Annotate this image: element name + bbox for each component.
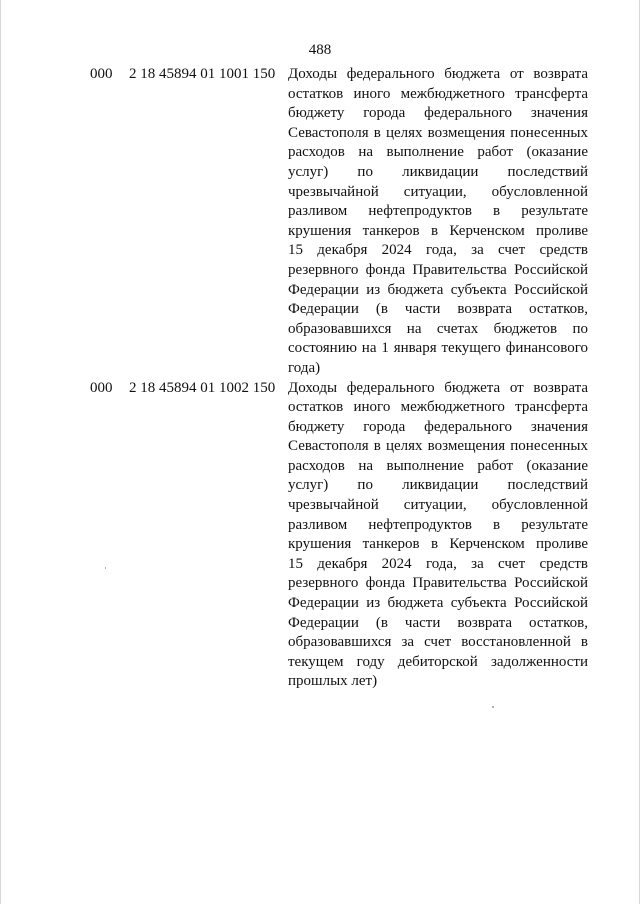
description-line: крушения танкеров в Керченском проливе	[288, 222, 588, 239]
description-line: услуг) по ликвидации последствий	[288, 477, 588, 494]
description-line: Федерации (в части возврата остатков,	[288, 614, 588, 631]
description-line: образовавшихся за счет восстановленной в	[288, 634, 588, 651]
description-line: чрезвычайной ситуации, обусловленной	[288, 183, 588, 200]
description-line: состоянию на 1 января текущего финансового	[288, 340, 588, 357]
description-line: бюджету города федерального значения	[288, 105, 588, 122]
description-line: чрезвычайной ситуации, обусловленной	[288, 497, 588, 514]
description-line: резервного фонда Правительства Российской	[288, 261, 588, 278]
income-classification-code: 2 18 45894 01 1002 150	[129, 379, 276, 396]
scan-speck	[105, 567, 106, 569]
description-line: текущем году дебиторской задолженности	[288, 653, 588, 670]
description-line: крушения танкеров в Керченском проливе	[288, 536, 588, 553]
description-line: Федерации (в части возврата остатков,	[288, 301, 588, 318]
description-line: Севастополя в целях возмещения понесенных	[288, 438, 588, 455]
description-line: остатков иного межбюджетного трансферта	[288, 85, 588, 102]
description-line: года)	[288, 359, 321, 376]
description-line: Севастополя в целях возмещения понесенных	[288, 124, 588, 141]
description-line: разливом нефтепродуктов в результате	[288, 516, 588, 533]
description-line: Доходы федерального бюджета от возврата	[288, 379, 588, 396]
description-line: Федерации из бюджета субъекта Российской	[288, 595, 588, 612]
description-line: резервного фонда Правительства Российской	[288, 575, 588, 592]
administrator-code: 000	[90, 66, 113, 82]
description-line: бюджету города федерального значения	[288, 418, 588, 435]
description-line: услуг) по ликвидации последствий	[288, 163, 588, 180]
description-line: расходов на выполнение работ (оказание	[288, 144, 588, 161]
description-line: Федерации из бюджета субъекта Российской	[288, 281, 588, 298]
description-line: разливом нефтепродуктов в результате	[288, 203, 588, 220]
table-row	[1, 65, 639, 379]
income-classification-code: 2 18 45894 01 1001 150	[129, 66, 276, 82]
scan-speck	[492, 706, 494, 708]
description-line: прошлых лет)	[288, 673, 378, 690]
description-line: расходов на выполнение работ (оказание	[288, 457, 588, 474]
income-code-table	[1, 65, 639, 692]
table-row	[1, 379, 639, 693]
page-number: 488	[308, 42, 332, 58]
description-line: Доходы федерального бюджета от возврата	[288, 66, 588, 82]
description-line: 15 декабря 2024 года, за счет средств	[288, 242, 588, 259]
description-line: остатков иного межбюджетного трансферта	[288, 399, 588, 416]
description-line: образовавшихся на счетах бюджетов по	[288, 320, 588, 337]
description-line: 15 декабря 2024 года, за счет средств	[288, 555, 588, 572]
income-description	[288, 379, 588, 693]
administrator-code: 000	[90, 379, 113, 396]
income-description	[288, 65, 588, 379]
